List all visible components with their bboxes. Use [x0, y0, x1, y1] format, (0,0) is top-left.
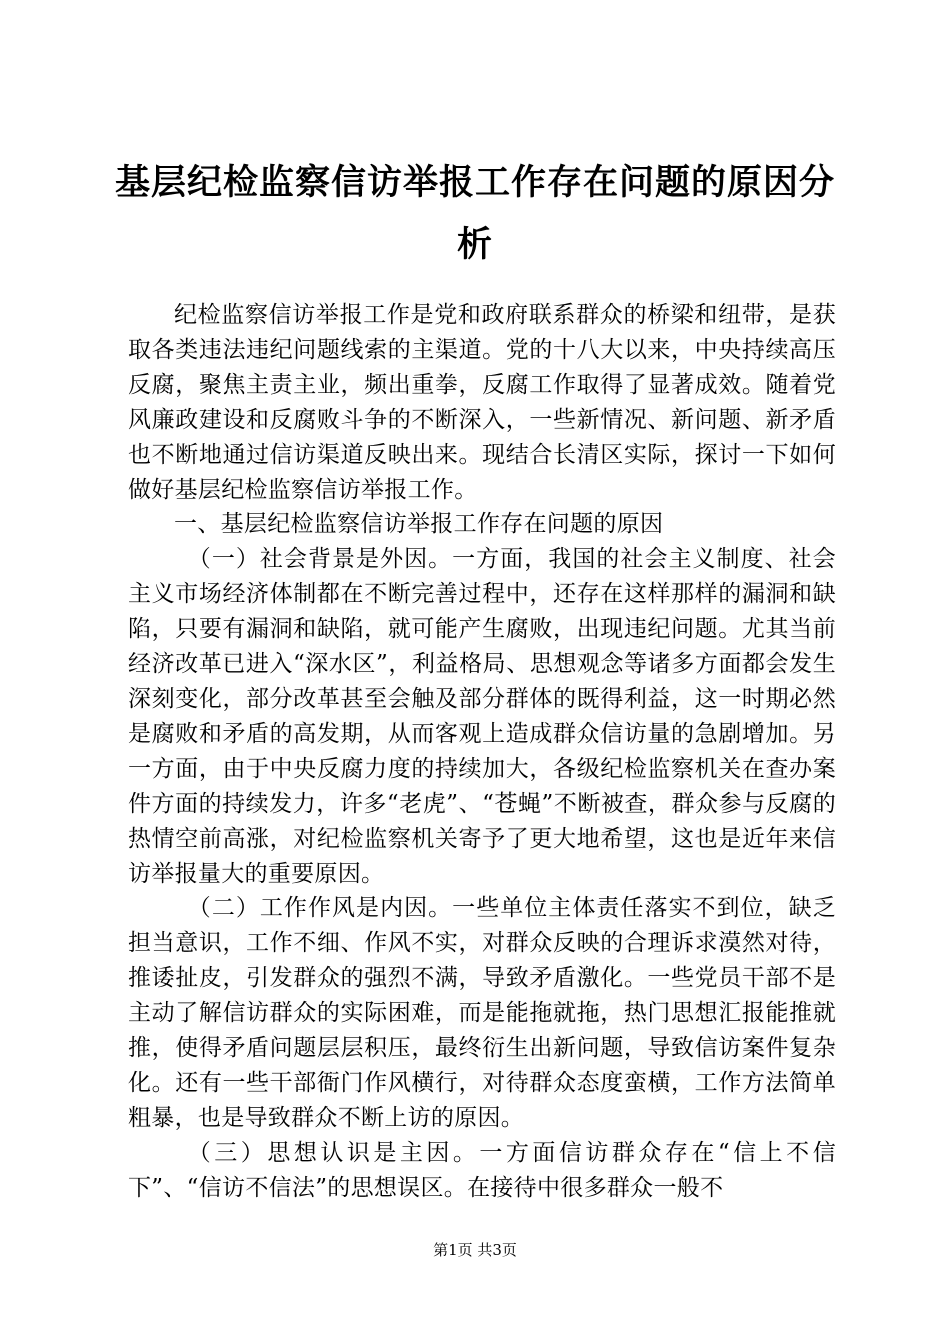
section-heading: 一、基层纪检监察信访举报工作存在问题的原因: [174, 511, 664, 538]
paragraph-social-background: （一）社会背景是外因。一方面，我国的社会主义制度、社会主义市场经济体制都在不断完善过程中，还存在这样那样的漏洞和缺陷，只要有漏洞和缺陷，就可能产生腐败，出现违纪问题。尤其当前经济改革已进入“深水区”，利益格局、思想观念等诸多方面都会发生深刻变化，部分改革甚至会触及部分群体的既得利益，这一时期必然是腐败和矛盾的高发期，从而客观上造成群众信访量的急剧增加。另一方面，由于中央反腐力度的持续加大，各级纪检监察机关在查办案件方面的持续发力，许多“老虎”、“苍蝇”不断被查，群众参与反腐的热情空前高涨，对纪检监察机关寄予了更大地希望，这也是近年来信访举报量大的重要原因。: [128, 546, 836, 887]
document-title: 基层纪检监察信访举报工作存在问题的原因分析: [114, 162, 835, 265]
paragraph-ideological-awareness: （三）思想认识是主因。一方面信访群众存在“信上不信下”、“信访不信法”的思想误区。在接待中很多群众一般不: [128, 1139, 836, 1201]
document-body: [128, 298, 836, 1206]
paragraph-intro: 纪检监察信访举报工作是党和政府联系群众的桥梁和纽带，是获取各类违法违纪问题线索的主渠道。党的十八大以来，中央持续高压反腐，聚焦主责主业，频出重拳，反腐工作取得了显著成效。随着党风廉政建设和反腐败斗争的不断深入，一些新情况、新问题、新矛盾也不断地通过信访渠道反映出来。现结合长清区实际，探讨一下如何做好基层纪检监察信访举报工作。: [128, 302, 836, 503]
paragraph-work-style: （二）工作作风是内因。一些单位主体责任落实不到位，缺乏担当意识，工作不细、作风不实，对群众反映的合理诉求漠然对待，推诿扯皮，引发群众的强烈不满，导致矛盾激化。一些党员干部不是主动了解信访群众的实际困难，而是能拖就拖，热门思想汇报能推就推，使得矛盾问题层层积压，最终衍生出新问题，导致信访案件复杂化。还有一些干部衙门作风横行，对待群众态度蛮横，工作方法简单粗暴，也是导致群众不断上访的原因。: [128, 895, 836, 1131]
page-number-footer: 第1页 共3页: [433, 1241, 517, 1259]
